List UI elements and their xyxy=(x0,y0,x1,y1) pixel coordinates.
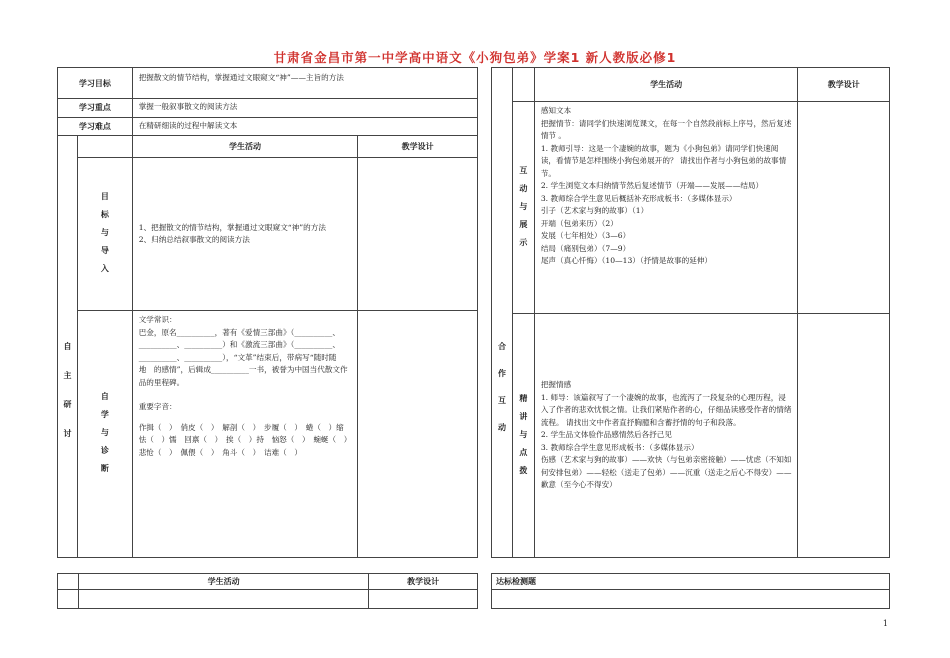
section-self-study-label: 自 主 研 讨 xyxy=(58,136,78,558)
page-number: 1 xyxy=(882,619,888,628)
bottom-right-table xyxy=(491,573,890,609)
interact-content xyxy=(534,102,798,314)
section-cooperation-label: 合 作 互 动 xyxy=(492,68,513,558)
detail-line: 1. 师导：该篇叙写了一个凄婉的故事，也流泻了一段复杂的心理历程，浸入了作者的悲欢忧恨之情。让我们紧贴作者的心，仔细品读感受作者的情绪流程。 请找出文中作者直抒胸臆和含蓄抒情的句子和段落。 xyxy=(540,392,792,427)
left-main-table xyxy=(57,67,478,558)
detail-line: 2. 学生品文体验作品感情然后各抒己见 xyxy=(540,430,672,440)
self-diagnosis-label: 自 学 与 诊 断 xyxy=(77,311,132,558)
intro-content xyxy=(132,158,358,311)
focus-label: 学习重点 xyxy=(58,99,133,118)
right-main-table xyxy=(491,67,890,558)
detail-line: 伤感（艺术家与狗的故事）——欢快（与包弟亲密接触）——忧虑（不知如何安排包弟）——轻松（送走了包弟）——沉重（送走之后心不得安）——歉意（至今心不得安） xyxy=(540,455,792,490)
interact-design-cell xyxy=(798,102,890,314)
document-title: 甘肃省金昌市第一中学高中语文《小狗包弟》学案1 新人教版必修1 xyxy=(273,50,677,65)
intro-label: 目 标 与 导 入 xyxy=(77,158,132,311)
goal-text: 把握散文的情节结构，掌握通过文眼窥文“神”——主旨的方法 xyxy=(132,68,477,99)
self-line: 作揖（ ） 俏皮（ ） 解剖（ ） 步履（ ） 蜷（ ）缩 xyxy=(138,422,344,432)
interact-line: 3. 教师综合学生意见后概括补充形成板书：（多媒体显示） xyxy=(540,193,737,203)
left-teaching-design-header: 教学设计 xyxy=(358,136,478,158)
detail-content xyxy=(534,314,798,558)
difficulty-text: 在精研细读的过程中解读文本 xyxy=(132,117,477,136)
self-line: 文学常识： xyxy=(138,315,177,324)
self-design-cell xyxy=(358,311,478,558)
right-teaching-design-header: 教学设计 xyxy=(798,68,890,102)
interact-line: 开端（包弟来历）（2） xyxy=(540,218,618,228)
right-student-activity-header: 学生活动 xyxy=(534,68,798,102)
detail-line: 把握情感 xyxy=(540,380,572,390)
detail-label: 精 讲 与 点 拨 xyxy=(512,314,534,558)
self-diagnosis-content xyxy=(132,311,358,558)
focus-text: 掌握一般叙事散文的阅读方法 xyxy=(132,99,477,118)
bottom-teaching-design-header: 教学设计 xyxy=(369,574,478,590)
difficulty-label: 学习难点 xyxy=(58,117,133,136)
intro-line: 1、把握散文的情节结构，掌握通过文眼窥文“神”的方法 xyxy=(138,222,326,232)
goal-label: 学习目标 xyxy=(58,68,133,99)
interact-line: 引子（艺术家与狗的故事）（1） xyxy=(540,206,649,215)
detail-design-cell xyxy=(798,314,890,558)
interact-line: 感知文本 xyxy=(540,106,572,115)
interact-line: 尾声（真心忏悔）（10—13）（抒情是故事的延伸） xyxy=(540,256,713,265)
bottom-student-activity-header: 学生活动 xyxy=(78,574,368,590)
interact-line: 结局（痛别包弟）（7—9） xyxy=(540,243,631,253)
assessment-header: 达标检测题 xyxy=(492,574,890,590)
intro-design-cell xyxy=(358,158,478,311)
interact-line: 1. 教师引导：这是一个凄婉的故事，题为《小狗包弟》请同学们快速阅读，看情节是怎样围绕小狗包弟展开的？ 请找出作者与小狗包弟的故事情节。 xyxy=(540,143,787,178)
interact-line: 把握情节：请同学们快速浏览课文，在每一个自然段前标上序号，然后复述情节 。 xyxy=(540,118,792,140)
interact-line: 2. 学生浏览文本归纳情节然后复述情节（开端——发展——结局） xyxy=(540,181,764,190)
detail-line: 3. 教师综合学生意见形成板书：（多媒体显示） xyxy=(540,442,699,452)
self-line: 巴金，原名__________，著有《爱情三部曲》（__________、__________、__________）和《激流三部曲》（__________、__________、__________），“文革”结束后，带病写“随时随 地 的感情”，后辑成__________一书，被誉为中国当代散文作品的里程碑。 xyxy=(138,327,348,387)
intro-line: 2、归纳总结叙事散文的阅读方法 xyxy=(138,235,250,244)
left-student-activity-header: 学生活动 xyxy=(132,136,358,158)
self-line: 悲怆（ ） 佩偎（ ） 角斗（ ） 诘难（ ） xyxy=(138,447,302,457)
self-line: 怯（ ）懦 回禀（ ） 挨（ ）持 恼怒（ ） 蜿蜒（ ） xyxy=(138,435,352,444)
self-line xyxy=(139,389,352,401)
bottom-left-table xyxy=(57,573,478,609)
interact-line: 发展（七年相处）（3—6） xyxy=(540,231,631,240)
interact-label: 互 动 与 展 示 xyxy=(512,102,534,314)
self-line: 重要字音： xyxy=(138,402,177,411)
